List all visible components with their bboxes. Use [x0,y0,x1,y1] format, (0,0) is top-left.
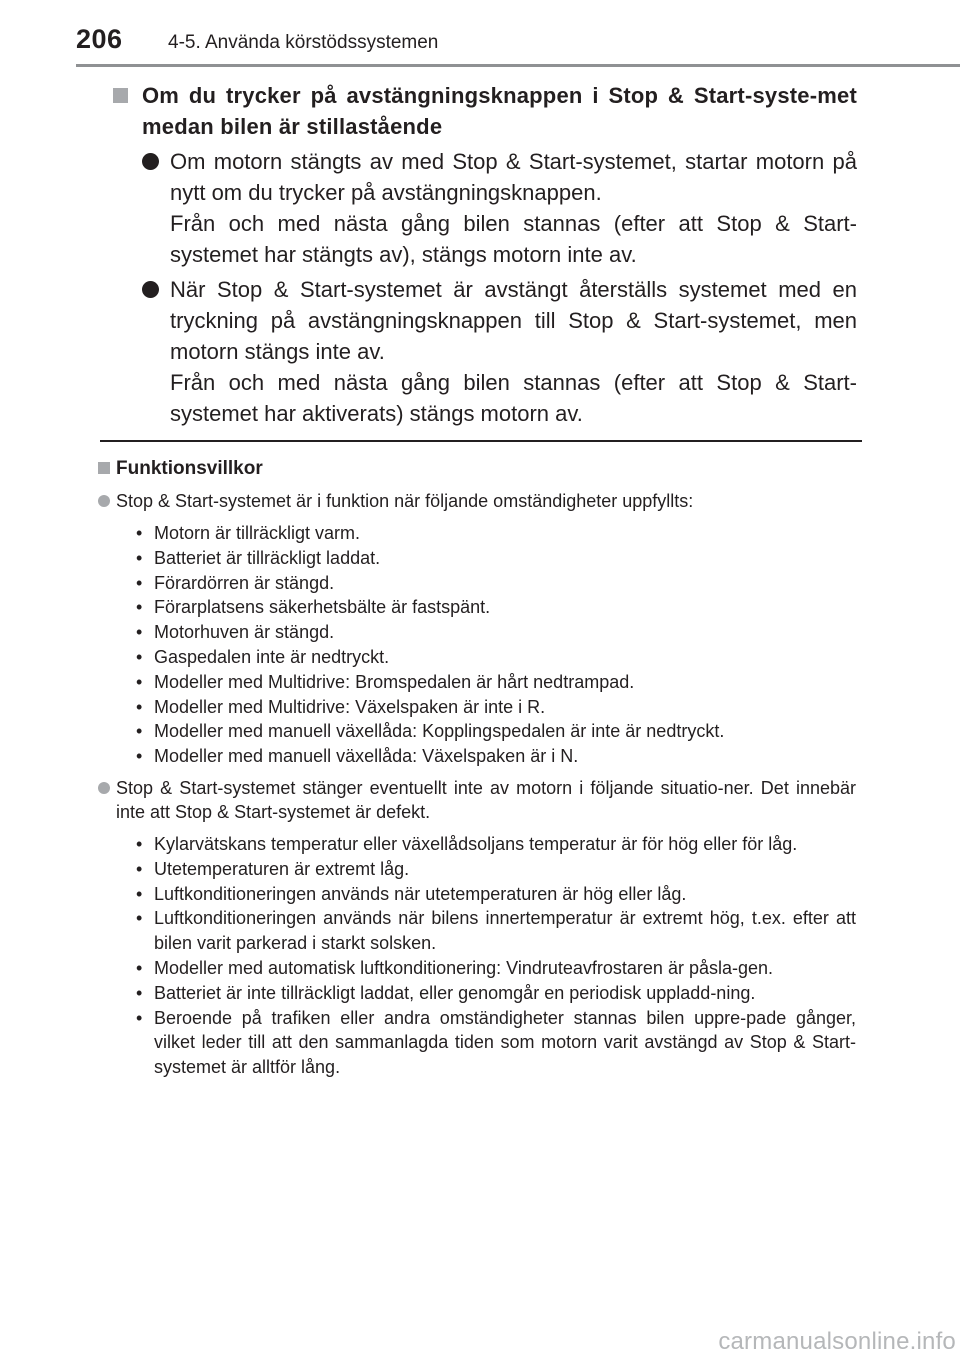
subsection-heading [98,456,856,482]
condition-list [98,521,856,769]
circle-bullet-icon [142,281,159,298]
list-item: • Kylarvätskans temperatur eller växellådsoljans temperatur är för hög eller för låg. [136,832,856,857]
bullet-item [112,146,857,270]
list-item: • Motorhuven är stängd. [136,620,856,645]
list-item: • Förarplatsens säkerhetsbälte är fastspänt. [136,595,856,620]
list-item: • Modeller med automatisk luftkonditionering: Vindruteavfrostaren är påsla-gen. [136,956,856,981]
square-bullet-icon [113,88,128,103]
chapter-title: 4-5. Använda körstödssystemen [168,32,439,53]
bullet-text-continued: Från och med nästa gång bilen stannas (efter att Stop & Start-systemet har stängts av), stängs motorn inte av. [170,211,857,267]
circle-bullet-icon [142,153,159,170]
bullet-text: Stop & Start-systemet är i funktion när följande omständigheter uppfyllts: [116,491,694,511]
section-heading [112,80,857,142]
section-function-conditions [98,456,856,1080]
header-rule [76,64,960,67]
list-item: • Modeller med manuell växellåda: Kopplingspedalen är inte är nedtryckt. [136,719,856,744]
bullet-text: Om motorn stängts av med Stop & Start-systemet, startar motorn på nytt om du trycker på avstängningsknappen. [170,149,857,205]
list-item: • Batteriet är tillräckligt laddat. [136,546,856,571]
page-number: 206 [76,24,123,54]
list-item: • Motorn är tillräckligt varm. [136,521,856,546]
list-item: • Modeller med manuell växellåda: Växelspaken är i N. [136,744,856,769]
watermark: carmanualsonline.info [718,1328,956,1355]
subsection-heading-text: Funktionsvillkor [116,458,263,479]
section-heading-text: Om du trycker på avstängningsknappen i Stop & Start-syste-met medan bilen är stillastående [142,83,857,139]
list-item: • Luftkonditioneringen används när bilens innertemperatur är extremt hög, t.ex. efter att bilen varit parkerad i starkt solsken. [136,906,856,956]
bullet-text: När Stop & Start-systemet är avstängt återställs systemet med en tryckning på avstängningsknappen till Stop & Start-systemet, men motorn stängs inte av. [170,277,857,364]
circle-bullet-icon [98,782,110,794]
list-item: • Utetemperaturen är extremt låg. [136,857,856,882]
bullet-item [98,489,856,513]
situation-list [98,832,856,1080]
list-item: • Förardörren är stängd. [136,571,856,596]
list-item: • Batteriet är inte tillräckligt laddat, eller genomgår en periodisk uppladd-ning. [136,981,856,1006]
section-stop-start-button [112,80,857,429]
list-item: • Modeller med Multidrive: Växelspaken är inte i R. [136,695,856,720]
section-divider [100,440,862,442]
list-item: • Luftkonditioneringen används när utetemperaturen är hög eller låg. [136,882,856,907]
list-item: • Beroende på trafiken eller andra omständigheter stannas bilen uppre-pade gånger, vilket leder till att den sammanlagda tiden som motorn varit avstängd av Stop & Start-systemet är alltför lång. [136,1006,856,1080]
circle-bullet-icon [98,495,110,507]
bullet-text: Stop & Start-systemet stänger eventuellt inte av motorn i följande situatio-ner. Det innebär inte att Stop & Start-systemet är defekt. [116,777,856,822]
bullet-text-continued: Från och med nästa gång bilen stannas (efter att Stop & Start-systemet har aktiverats) stängs motorn av. [170,370,857,426]
page-header [0,0,960,68]
bullet-item [98,776,856,824]
list-item: • Modeller med Multidrive: Bromspedalen är hårt nedtrampad. [136,670,856,695]
square-bullet-icon [98,462,110,474]
list-item: • Gaspedalen inte är nedtryckt. [136,645,856,670]
bullet-item [112,274,857,429]
